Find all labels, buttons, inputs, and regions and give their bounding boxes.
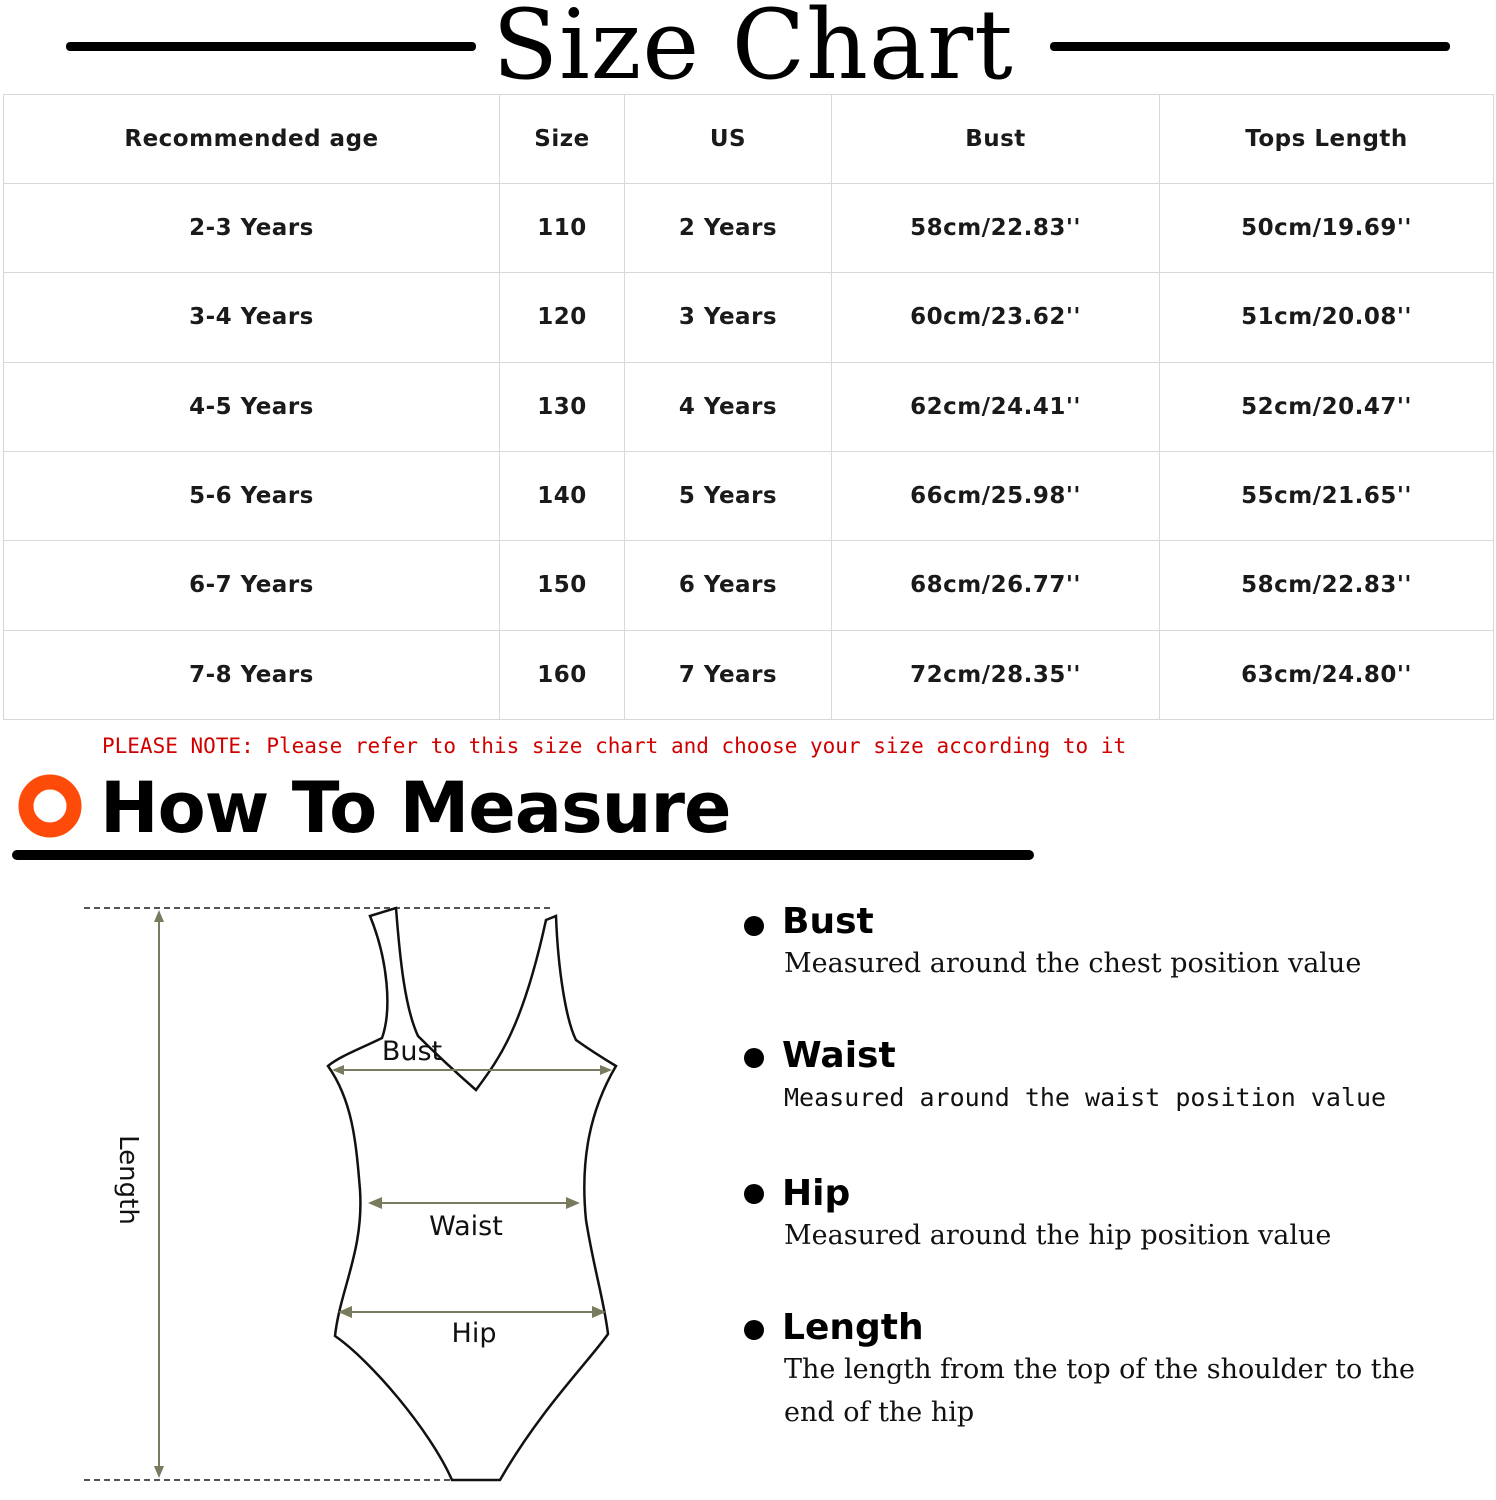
page-title: Size Chart bbox=[492, 0, 1014, 101]
bodysuit-diagram bbox=[70, 890, 670, 1490]
cell-tops-length: 52cm/20.47'' bbox=[1160, 362, 1494, 451]
bullet-icon bbox=[744, 1048, 764, 1068]
cell-tops-length: 51cm/20.08'' bbox=[1160, 273, 1494, 362]
how-to-measure-rule bbox=[12, 850, 1034, 860]
cell-us: 7 Years bbox=[625, 630, 832, 719]
table-row bbox=[4, 451, 1494, 540]
measure-name: Hip bbox=[782, 1173, 851, 1214]
title-rule-left bbox=[66, 42, 476, 51]
cell-tops-length: 55cm/21.65'' bbox=[1160, 451, 1494, 540]
length-label: Length bbox=[113, 1135, 143, 1225]
measure-name: Bust bbox=[782, 901, 874, 942]
measure-description: Measured around the waist position value bbox=[784, 1083, 1387, 1112]
cell-size: 110 bbox=[500, 184, 625, 273]
title-rule-right bbox=[1050, 42, 1450, 51]
cell-tops-length: 58cm/22.83'' bbox=[1160, 541, 1494, 630]
cell-bust: 62cm/24.41'' bbox=[832, 362, 1160, 451]
table-row bbox=[4, 362, 1494, 451]
cell-tops-length: 63cm/24.80'' bbox=[1160, 630, 1494, 719]
length-arrow-head-top bbox=[154, 910, 164, 922]
cell-tops-length: 50cm/19.69'' bbox=[1160, 184, 1494, 273]
header-tops-length: Tops Length bbox=[1160, 95, 1494, 184]
how-to-measure-title: How To Measure bbox=[100, 767, 731, 849]
header-us: US bbox=[625, 95, 832, 184]
size-chart-header bbox=[0, 0, 1496, 101]
orange-ring-icon bbox=[18, 774, 82, 838]
cell-age: 3-4 Years bbox=[4, 273, 500, 362]
measure-description: The length from the top of the shoulder to the end of the hip bbox=[784, 1354, 1415, 1428]
table-header-row bbox=[4, 95, 1494, 184]
header-size: Size bbox=[500, 95, 625, 184]
header-recommended-age: Recommended age bbox=[4, 95, 500, 184]
cell-age: 4-5 Years bbox=[4, 362, 500, 451]
bodysuit-outline bbox=[328, 908, 616, 1480]
table-row bbox=[4, 184, 1494, 273]
cell-size: 130 bbox=[500, 362, 625, 451]
measure-name: Length bbox=[782, 1307, 924, 1348]
cell-us: 2 Years bbox=[625, 184, 832, 273]
waist-label: Waist bbox=[429, 1211, 503, 1242]
table-row bbox=[4, 273, 1494, 362]
cell-size: 120 bbox=[500, 273, 625, 362]
cell-size: 140 bbox=[500, 451, 625, 540]
cell-age: 5-6 Years bbox=[4, 451, 500, 540]
cell-us: 5 Years bbox=[625, 451, 832, 540]
length-arrow-head-bottom bbox=[154, 1466, 164, 1478]
cell-us: 4 Years bbox=[625, 362, 832, 451]
bullet-icon bbox=[744, 1184, 764, 1204]
cell-age: 2-3 Years bbox=[4, 184, 500, 273]
cell-bust: 66cm/25.98'' bbox=[832, 451, 1160, 540]
bust-label: Bust bbox=[381, 1036, 443, 1067]
cell-age: 6-7 Years bbox=[4, 541, 500, 630]
hip-label: Hip bbox=[451, 1318, 497, 1349]
table-row bbox=[4, 630, 1494, 719]
cell-age: 7-8 Years bbox=[4, 630, 500, 719]
size-note: PLEASE NOTE: Please refer to this size chart and choose your size according to it bbox=[102, 734, 1127, 758]
cell-us: 6 Years bbox=[625, 541, 832, 630]
cell-size: 150 bbox=[500, 541, 625, 630]
size-table bbox=[3, 94, 1494, 720]
cell-bust: 68cm/26.77'' bbox=[832, 541, 1160, 630]
cell-bust: 72cm/28.35'' bbox=[832, 630, 1160, 719]
header-bust: Bust bbox=[832, 95, 1160, 184]
measure-description: Measured around the hip position value bbox=[784, 1220, 1332, 1251]
cell-bust: 58cm/22.83'' bbox=[832, 184, 1160, 273]
measure-description: Measured around the chest position value bbox=[784, 948, 1362, 979]
cell-size: 160 bbox=[500, 630, 625, 719]
cell-bust: 60cm/23.62'' bbox=[832, 273, 1160, 362]
cell-us: 3 Years bbox=[625, 273, 832, 362]
measure-name: Waist bbox=[782, 1035, 896, 1076]
bullet-icon bbox=[744, 916, 764, 936]
bullet-icon bbox=[744, 1320, 764, 1340]
table-row bbox=[4, 541, 1494, 630]
